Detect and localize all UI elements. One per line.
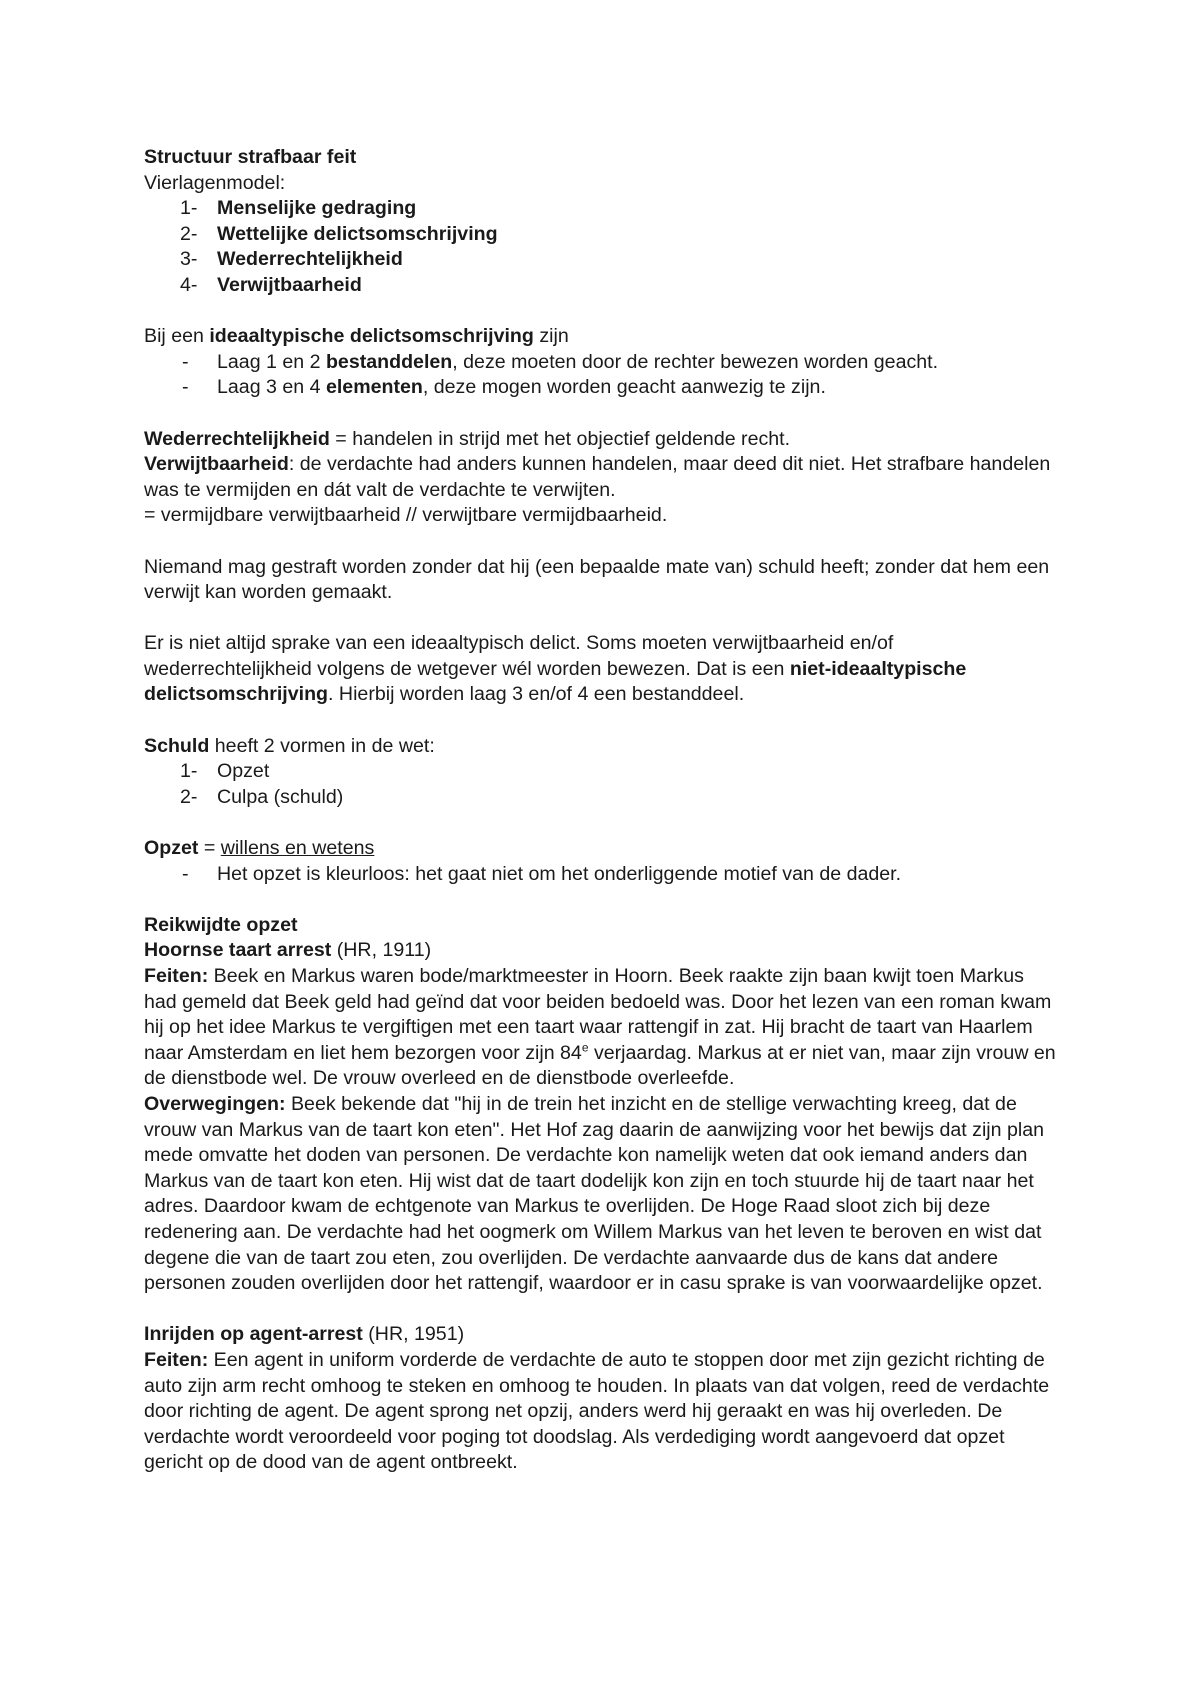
case-feiten: Feiten: Een agent in uniform vorderde de verdachte de auto te stoppen door met zijn gezicht richting de auto zijn arm recht omhoog te steken en omhoog te houden. In plaats van dat volgen, reed de verdachte door richting de agent. De agent sprong net opzij, anders werd hij geraakt en was hij overleden. De verdachte wordt veroordeeld voor poging tot doodslag. Als verdediging wordt aangevoerd dat opzet gericht op de dood van de agent ontbreekt. xyxy=(144,1348,1050,1474)
paragraph-schuld-principle: Niemand mag gestraft worden zonder dat hij (een bepaalde mate van) schuld heeft; zonder dat hem een verwijt kan worden gemaakt. xyxy=(144,555,1050,604)
list-item: - Laag 1 en 2 bestanddelen, deze moeten door de rechter bewezen worden geacht. xyxy=(182,350,939,373)
paragraph-schuld-vormen: Schuld heeft 2 vormen in de wet: xyxy=(144,734,435,757)
list-item: 4- Verwijtbaarheid xyxy=(180,273,362,296)
case-title-inrijden-agent: Inrijden op agent-arrest (HR, 1951) xyxy=(144,1323,465,1346)
equation-line: = vermijdbare verwijtbaarheid // verwijtbare vermijdbaarheid. xyxy=(144,504,668,527)
layer-list xyxy=(144,196,1060,298)
case-feiten: Feiten: Beek en Markus waren bode/marktmeester in Hoorn. Beek raakte zijn baan kwijt toen Markus had gemeld dat Beek geld had geïnd dat voor beiden bedoeld was. Door het lezen van een roman kwam hij op het idee Markus te vergiftigen met een taart waar rattengif in zat. Hij bracht de taart van Haarlem naar Amsterdam en liet hem bezorgen voor zijn 84e verjaardag. Markus at er niet van, maar zijn vrouw en de dienstbode wel. De vrouw overleed en de dienstbode overleefde. xyxy=(144,965,1056,1090)
schuld-list xyxy=(144,759,1060,810)
list-item: 2- Culpa (schuld) xyxy=(180,785,344,808)
list-item: 3- Wederrechtelijkheid xyxy=(180,248,403,271)
case-overwegingen: Overwegingen: Beek bekende dat "hij in de trein het inzicht en de stellige verwachting kreeg, dat de vrouw van Markus van de taart kon eten". Het Hof zag daarin de aanwijzing voor het bewijs dat zijn plan mede omvatte het doden van personen. De verdachte kon namelijk weten dat ook iemand anders dan Markus van de taart kon eten. Hij wist dat de taart dodelijk kon zijn en toch stuurde hij de taart naar het adres. Daardoor kwam de echtgenote van Markus te overlijden. De Hoge Raad sloot zich bij deze redenering aan. De verdachte had het oogmerk om Willem Markus van het leven te beroven en wist dat degene die van de taart zou eten, zou overlijden. De verdachte aanvaarde dus de kans dat andere personen zouden overlijden door het rattengif, waardoor er in casu sprake is van voorwaardelijke opzet. xyxy=(144,1092,1045,1295)
list-item: - Laag 3 en 4 elementen, deze mogen worden geacht aanwezig te zijn. xyxy=(182,376,826,399)
paragraph-niet-ideaaltypisch: Er is niet altijd sprake van een ideaaltypisch delict. Soms moeten verwijtbaarheid en/of wederrechtelijkheid volgens de wetgever wél worden bewezen. Dat is een niet-ideaaltypische delictsomschrijving. Hierbij worden laag 3 en/of 4 een bestanddeel. xyxy=(144,632,967,706)
list-item: 1- Opzet xyxy=(180,760,270,783)
section-heading-reikwijdte: Reikwijdte opzet xyxy=(144,913,298,936)
case-title-hoornse-taart: Hoornse taart arrest (HR, 1911) xyxy=(144,939,432,962)
list-item: 2- Wettelijke delictsomschrijving xyxy=(180,222,498,245)
section-title: Structuur strafbaar feit xyxy=(144,146,357,168)
intro-text: Vierlagenmodel: xyxy=(144,171,286,194)
list-item: 1- Menselijke gedraging xyxy=(180,197,417,220)
list-item: - Het opzet is kleurloos: het gaat niet om het onderliggende motief van de dader. xyxy=(182,862,902,885)
paragraph-ideaaltypisch: Bij een ideaaltypische delictsomschrijving zijn xyxy=(144,325,569,348)
definition-wederrechtelijkheid: Wederrechtelijkheid = handelen in strijd met het objectief geldende recht. xyxy=(144,427,791,450)
bullet-list xyxy=(144,350,1060,401)
definition-verwijtbaarheid: Verwijtbaarheid: de verdachte had anders kunnen handelen, maar deed dit niet. Het strafbare handelen was te vermijden en dát valt de verdachte te verwijten. xyxy=(144,453,1051,501)
definition-opzet: Opzet = willens en wetens xyxy=(144,837,375,860)
bullet-list xyxy=(144,862,1060,888)
